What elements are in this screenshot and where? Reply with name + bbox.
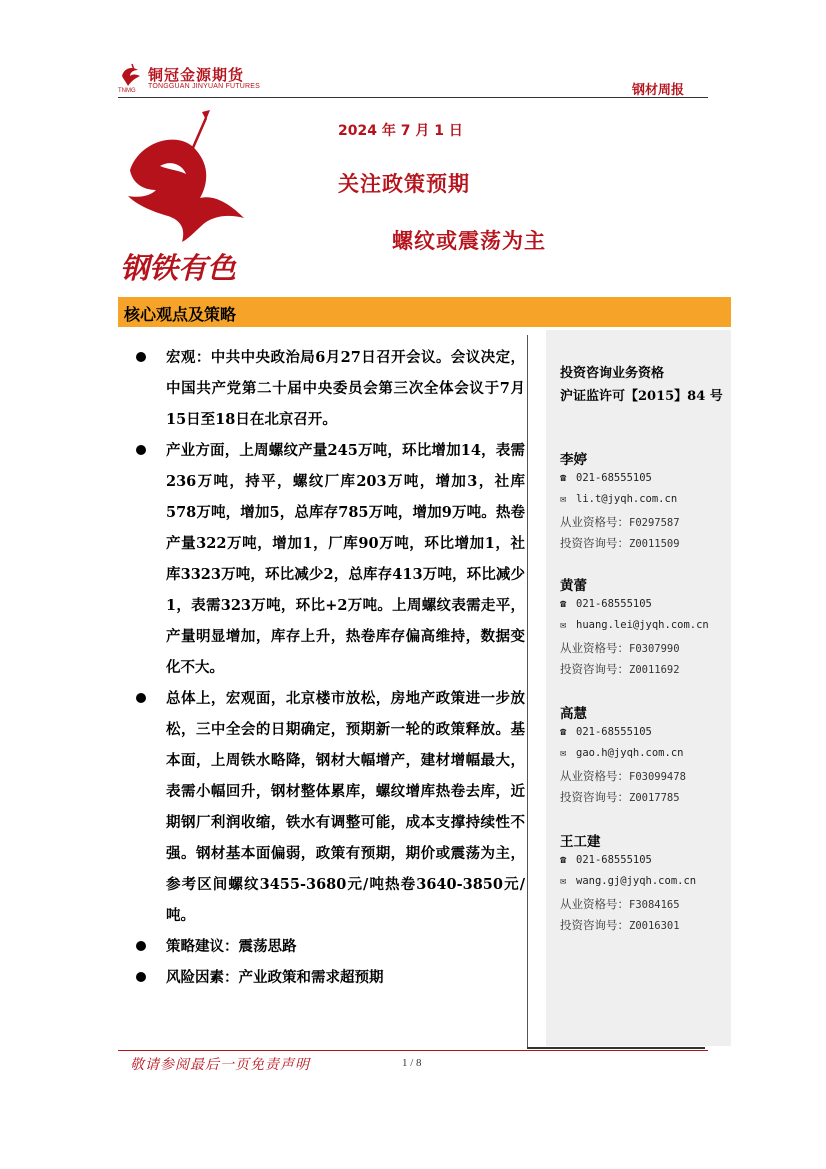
bullet-icon [136,941,146,951]
analyst-name: 李婷 [560,452,587,468]
report-type: 钢材周报 [632,83,685,98]
analyst-phone: ☎ 021-68555105 [560,472,652,484]
list-item [130,962,525,993]
logo-company-en: TONGGUAN JINYUAN FUTURES [148,83,261,90]
envelope-icon: ✉ [560,875,567,887]
analyst-card [560,574,730,682]
phone-icon: ☎ [560,472,567,484]
column-divider [527,335,528,1047]
bullet-text: 总体上，宏观面，北京楼市放松，房地产政策进一步放松，三中全会的日期确定，预期新一轮的政策释放。基本面，上周铁水略降，钢材大幅增产，建材增幅最大，表需小幅回升，钢材整体累库，螺纹增库热卷去库，近期钢厂利润收缩，铁水有调整可能，成本支撑持续性不强。钢材基本面偏弱，政策有预期，期价或震荡为主，参考区间螺纹3455-3680元/吨热卷3640-3850元/吨。 [166,690,525,924]
list-item [130,435,525,683]
analyst-phone: ☎ 021-68555105 [560,726,652,738]
bullet-text: 策略建议：震荡思路 [166,938,297,955]
bullet-icon [136,445,146,455]
envelope-icon: ✉ [560,747,567,759]
logo-company-cn: 铜冠金源期货 [148,66,245,84]
disclaimer-note: 敬请参阅最后一页免责声明 [130,1057,310,1073]
analyst-qualify-no: 从业资格号：F0307990 [560,641,680,655]
bullet-text: 风险因素：产业政策和需求超预期 [166,969,384,986]
bullet-icon [136,352,146,362]
analyst-consult-no: 投资咨询号：Z0017785 [560,790,680,804]
section-header [118,297,731,327]
footer-divider [118,1050,708,1051]
page-number: 1 / 8 [402,1057,422,1069]
bullet-icon [136,693,146,703]
list-item [130,683,525,931]
envelope-icon: ✉ [560,493,567,505]
analyst-email[interactable]: ✉ gao.h@jyqh.com.cn [560,747,684,759]
analyst-card [560,830,730,938]
report-title-line1: 关注政策预期 [338,172,470,196]
analyst-name: 高慧 [560,706,587,722]
analyst-qualify-no: 从业资格号：F03099478 [560,769,686,783]
analyst-qualify-no: 从业资格号：F3084165 [560,897,680,911]
envelope-icon: ✉ [560,619,567,631]
logo-mark-icon [118,62,146,90]
analyst-sidebar [546,330,731,1046]
analyst-name: 黄蕾 [560,578,587,594]
analyst-phone: ☎ 021-68555105 [560,598,652,610]
header-divider [118,97,708,98]
list-item [130,931,525,962]
phone-icon: ☎ [560,598,567,610]
analyst-email[interactable]: ✉ huang.lei@jyqh.com.cn [560,619,709,631]
analyst-consult-no: 投资咨询号：Z0016301 [560,918,680,932]
phone-icon: ☎ [560,854,567,866]
company-logo [118,62,268,98]
analyst-phone: ☎ 021-68555105 [560,854,652,866]
emblem-text: 钢铁有色 [120,251,237,285]
report-title-line2: 螺纹或震荡为主 [392,229,546,253]
steel-emblem [120,110,250,290]
section-title: 核心观点及策略 [124,305,237,324]
qualification-title: 投资咨询业务资格 [560,366,665,381]
logo-abbr: TNMG [118,88,136,94]
bullet-text: 产业方面，上周螺纹产量245万吨，环比增加14，表需236万吨，持平，螺纹厂库203万吨，增加3，社库578万吨，增加5，总库存785万吨，增加9万吨。热卷产量322万吨，增加1，厂库90万吨，环比增加1，社库3323万吨，环比减少2，总库存413万吨，环比减少1，表需323万吨，环比+2万吨。上周螺纹表需走平，产量明显增加，库存上升，热卷库存偏高维持，数据变化不大。 [166,442,525,676]
list-item [130,342,525,435]
analyst-email[interactable]: ✉ wang.gj@jyqh.com.cn [560,875,697,887]
analyst-qualify-no: 从业资格号：F0297587 [560,515,680,529]
report-date: 2024 年 7 月 1 日 [338,123,463,139]
analyst-card [560,702,730,810]
sidebar-bottom-divider [527,1047,705,1049]
analyst-consult-no: 投资咨询号：Z0011509 [560,536,680,550]
bullet-icon [136,972,146,982]
emblem-graphic-icon [120,110,250,290]
qualification-license: 沪证监许可【2015】84 号 [560,389,723,404]
core-points-list [130,342,525,993]
analyst-consult-no: 投资咨询号：Z0011692 [560,662,680,676]
bullet-text: 宏观：中共中央政治局6月27日召开会议。会议决定，中国共产党第二十届中央委员会第三次全体会议于7月15日至18日在北京召开。 [166,349,525,428]
analyst-email[interactable]: ✉ li.t@jyqh.com.cn [560,493,678,505]
analyst-name: 王工建 [560,834,601,850]
phone-icon: ☎ [560,726,567,738]
analyst-card [560,448,730,556]
